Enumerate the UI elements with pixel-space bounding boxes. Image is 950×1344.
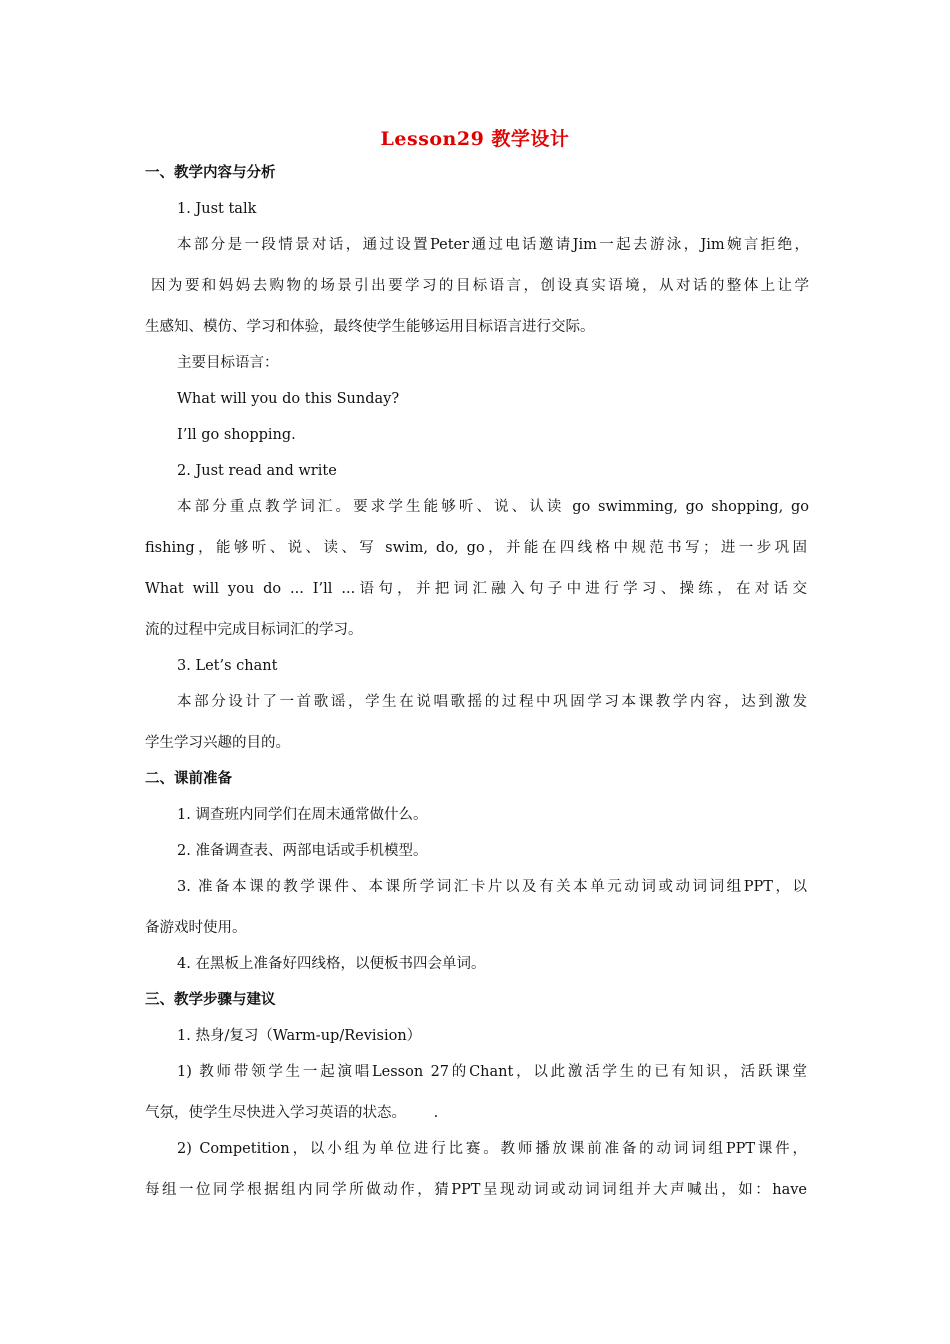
paragraph-line: 因为要和妈妈去购物的场景引出要学习的目标语言，创设真实语境，从对话的整体上让学: [151, 278, 809, 294]
step-heading: 1. 热身/复习（Warm-up/Revision）: [177, 1028, 422, 1044]
list-item: 1. 调查班内同学们在周末通常做什么。: [177, 807, 428, 823]
document-title: Lesson29 教学设计: [380, 128, 570, 150]
paragraph-line: 2) Competition，以小组为单位进行比赛。教师播放课前准备的动词词组PPT课件，: [177, 1141, 807, 1157]
target-question: What will you do this Sunday?: [177, 391, 400, 407]
paragraph-line: 本部分设计了一首歌谣，学生在说唱歌摇的过程中巩固学习本课教学内容，达到激发: [177, 694, 807, 710]
subheading-read-write: 2. Just read and write: [177, 463, 337, 479]
list-item: 3. 准备本课的教学课件、本课所学词汇卡片以及有关本单元动词或动词词组PPT，以: [177, 879, 807, 895]
subheading-just-talk: 1. Just talk: [177, 201, 257, 217]
paragraph-line: 本部分是一段情景对话，通过设置Peter通过电话邀请Jim一起去游泳，Jim婉言拒绝，: [177, 237, 809, 253]
list-item: 2. 准备调查表、两部电话或手机模型。: [177, 843, 428, 859]
subheading-chant: 3. Let’s chant: [177, 658, 278, 674]
paragraph-line: 每组一位同学根据组内同学所做动作，猜PPT呈现动词或动词词组并大声喊出，如：have: [145, 1182, 807, 1198]
list-item-continuation: 备游戏时使用。: [145, 920, 247, 936]
paragraph-line: What will you do ... I’ll ...语句，并把词汇融入句子中进行学习、操练，在对话交: [145, 581, 807, 597]
paragraph-line: 流的过程中完成目标词汇的学习。: [145, 622, 363, 638]
section-heading-content-analysis: 一、教学内容与分析: [145, 164, 276, 181]
paragraph-line: 生感知、模仿、学习和体验，最终使学生能够运用目标语言进行交际。: [145, 319, 595, 335]
paragraph-line: 1) 教师带领学生一起演唱Lesson 27的Chant，以此激活学生的已有知识，活跃课堂: [177, 1064, 807, 1080]
target-answer: I’ll go shopping.: [177, 427, 296, 443]
section-heading-teaching-steps: 三、教学步骤与建议: [145, 991, 276, 1008]
target-language-label: 主要目标语言：: [177, 355, 279, 371]
paragraph-line: fishing，能够听、说、读、写 swim, do, go，并能在四线格中规范书写；进一步巩固: [145, 540, 807, 556]
paragraph-line: 气氛，使学生尽快进入学习英语的状态。 .: [145, 1105, 439, 1121]
paragraph-line: 本部分重点教学词汇。要求学生能够听、说、认读 go swimming, go shopping, go: [177, 499, 809, 515]
paragraph-line: 学生学习兴趣的目的。: [145, 735, 290, 751]
list-item: 4. 在黑板上准备好四线格，以便板书四会单词。: [177, 956, 486, 972]
section-heading-preparation: 二、课前准备: [145, 770, 232, 787]
